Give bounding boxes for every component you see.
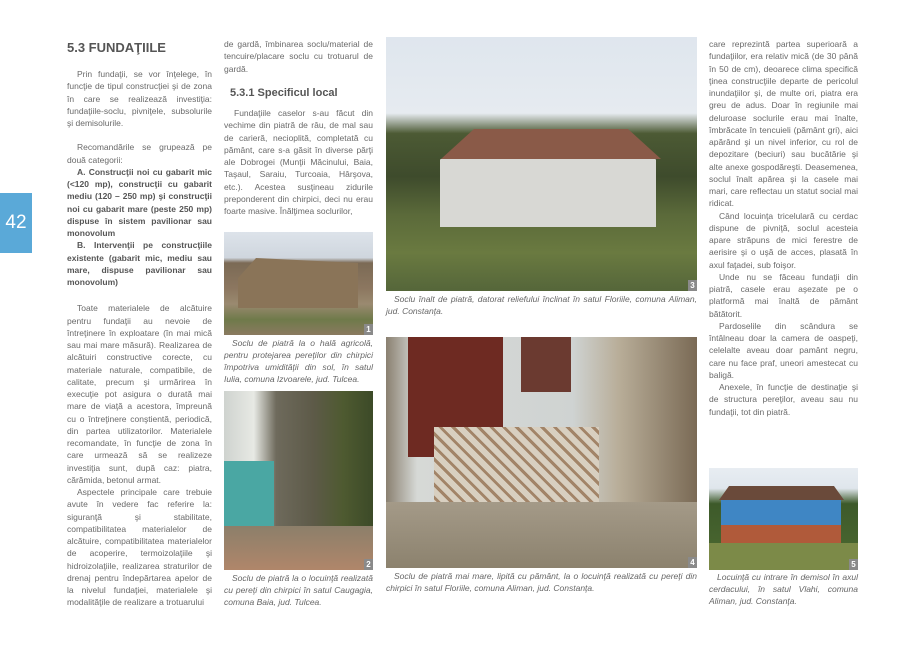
paragraph: Recomandările se grupează pe două categorii: [67,142,212,165]
photo-2 [224,391,373,570]
paragraph: Anexele, în funcţie de destinaţie şi de structura pereţilor, aveau sau nu fundaţii, tot din piatră. [709,382,858,417]
page-number-tab: 42 [0,193,32,253]
paragraph-a: A. Construcţii noi cu gabarit mic (<120 mp), construcţii cu gabarit mediu (120 – 250 mp) şi construcţii noi cu gabarit mare (peste 250 mp) dispuse în sistem pavilionar sau monovolum [67,166,212,238]
paragraph: Aspectele principale care trebuie avute în vedere fac referire la: siguranţă şi stabilitate, compatibilitatea materialelor de alcătuire, compatibilitatea materialelor de acoperire, termoizolaţiile şi hidroizolaţiile, realizarea straturilor de drenaj pentru îndepărtarea apelor de la nivelul fundaţiei, materialele şi modalităţile de realizare a trotuarului [67,487,212,608]
photo-5 [709,468,858,570]
photo-number: 3 [688,280,697,291]
photo-5-caption [709,571,858,607]
section-heading: 5.3 FUNDAŢIILE [67,40,166,55]
column-2 [224,38,373,217]
paragraph: Fundaţiile caselor s-au făcut din vechime din piatră de râu, de mal sau de carieră, necioplită, completată cu pământ, care s-a găsit în diverse părţi ale Dobrogei (Munţii Măcinului, Baia, Taşaul, Saraiu, Turcoaia, Hârşova, etc.). Acestea susţineau zidurile preponderent din chirpici, deci nu erau foarte masive. Înălţimea soclurilor, [224,108,373,216]
subheading: 5.3.1 Specificul local [230,86,338,99]
photo-number: 1 [364,324,373,335]
caption-text: Locuinţă cu intrare în demisol în axul cerdacului, în satul Vlahi, comuna Aliman, jud. Constanţa. [709,572,858,606]
photo-number: 2 [364,559,373,570]
photo-number: 5 [849,559,858,570]
paragraph: Când locuinţa tricelulară cu cerdac dispune de pivniţă, soclul acesteia apare străpuns de mici ferestre de aerisire şi o uşă de acces, plasată în axul faţadei, sub foişor. [709,210,858,270]
photo-1-caption [224,337,373,385]
caption-text: Soclu de piatră la o hală agricolă, pentru protejarea pereţilor din chirpici împotriva umidităţii din sol, în satul Iulia, comuna Izvoarele, jud. Tulcea. [224,338,373,384]
photo-number: 4 [688,557,697,568]
paragraph: Prin fundaţii, se vor înţelege, în funcţie de tipul construcţiei şi de zona în care se realizează investiţia: fundaţiile-soclu, pivniţele, subsolurile şi demisolurile. [67,69,212,128]
photo-3 [386,37,697,291]
caption-text: Soclu de piatră mai mare, lipită cu pământ, la o locuinţă realizată cu pereţi din chirpici în satul Floriile, comuna Aliman, jud. Constanţa. [386,571,697,593]
paragraph: Toate materialele de alcătuire pentru fundaţii au nevoie de întreţinere în exploatare (în mai mică sau mai mare măsură). Realizarea de alcătuiri constructive corecte, cu materiale naturale, compatibile, de calitate, precum şi urmărirea în execuţie pot asigura o durată mai mare de viaţă a acestora, împreună cu o întreţinere conştientă, periodică, din partea utilizatorilor. Materialele recomandate, în funcţie de zona în care urmează să se realizeze investiţia sunt, după caz: piatra, cărămida, betonul armat. [67,303,212,485]
paragraph: Pardoselile din scândura se întâlneau doar la camera de oaspeţi, celelalte aveau doar pamânt negru, care nu face praf, uneori amestecat cu baligă. [709,320,858,380]
column-4 [709,38,858,418]
photo-4 [386,337,697,568]
paragraph: Unde nu se făceau fundaţii din piatră, casele erau aşezate pe o platformă mai înaltă de pământ bătătorit. [709,271,858,319]
caption-text: Soclu de piatră la o locuinţă realizată cu pereţi din chirpici în satul Caugagia, comuna Baia, jud. Tulcea. [224,573,373,607]
paragraph: de gardă, îmbinarea soclu/material de tencuire/placare soclu cu trotuarul de gardă. [224,39,373,74]
paragraph: care reprezintă partea superioară a fundaţiilor, era relativ mică (de 30 până în 50 de cm), deoarece clima specifică ţinea construcţiile departe de pericolul inundaţiilor şi, de multe ori, piatra era greu de adus. Doar în regiunile mai deluroase soclurile erau mai înalte, îmbrăcate în tencuieli (pământ gri), aici apărând şi un nivel inferior, cu rol de depozitare (beciuri) sau bucătărie şi alte anexe gospodăreşti. Deasemenea, soclul înalt apărea şi la casele mai mari, care reflectau un statut social mai ridicat. [709,39,858,209]
photo-2-caption [224,572,373,608]
photo-4-caption [386,570,697,594]
photo-3-caption [386,293,697,317]
photo-1 [224,232,373,335]
paragraph-b: B. Intervenţii pe construcţiile existente (gabarit mic, mediu sau mare, dispuse pavilionar sau monovolum) [67,240,212,287]
column-1 [67,68,212,609]
caption-text: Soclu înalt de piatră, datorat reliefului înclinat în satul Floriile, comuna Aliman, jud. Constanţa. [386,294,697,316]
